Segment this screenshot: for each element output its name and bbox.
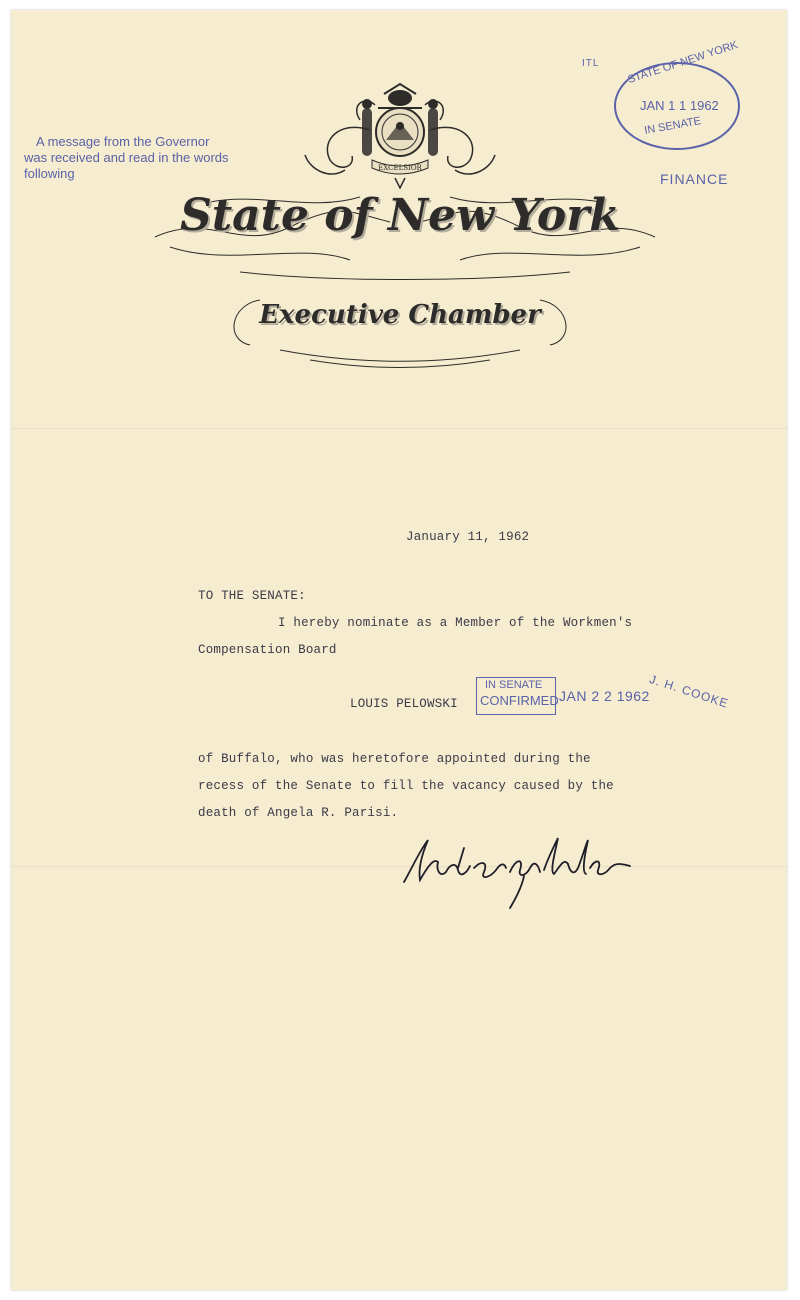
letterhead-subtitle: Executive Chamber (259, 300, 541, 330)
fold-line (11, 428, 787, 430)
confirmed-stamp-bottom: CONFIRMED (480, 693, 559, 708)
confirmed-date-stamp: JAN 2 2 1962 (559, 688, 650, 704)
nominee-name: LOUIS PELOWSKI (350, 697, 458, 711)
clerk-stamp: J. H. COOKE (647, 672, 731, 711)
letter-salutation: TO THE SENATE: (198, 589, 306, 603)
received-stamp (24, 134, 229, 182)
senate-date-stamp (614, 39, 740, 150)
confirmed-stamp (476, 677, 559, 715)
letterhead-title: State of New York (180, 190, 620, 241)
letter-body-line: I hereby nominate as a Member of the Workmen's (278, 616, 633, 630)
received-line: following (24, 166, 75, 181)
seal-motto: EXCELSIOR (378, 164, 422, 172)
governor-signature (398, 828, 648, 913)
stamp-date-text: JAN 1 1 1962 (640, 98, 719, 113)
state-seal-icon (300, 60, 500, 195)
letter-body-line: death of Angela R. Parisi. (198, 806, 399, 820)
stamp-state-text: STATE OF NEW YORK (626, 39, 740, 86)
letter-body-line: of Buffalo, who was heretofore appointed during the (198, 752, 591, 766)
corner-mark: ITL (582, 58, 600, 69)
confirmed-stamp-top: IN SENATE (485, 679, 543, 691)
finance-stamp: FINANCE (660, 171, 729, 187)
letter-body-line: Compensation Board (198, 643, 337, 657)
received-line: was received and read in the words (24, 150, 229, 165)
letter-body-line: recess of the Senate to fill the vacancy caused by the (198, 779, 614, 793)
letter-date: January 11, 1962 (406, 530, 530, 544)
received-line: A message from the Governor (36, 134, 210, 149)
stamp-senate-text: IN SENATE (643, 115, 702, 137)
